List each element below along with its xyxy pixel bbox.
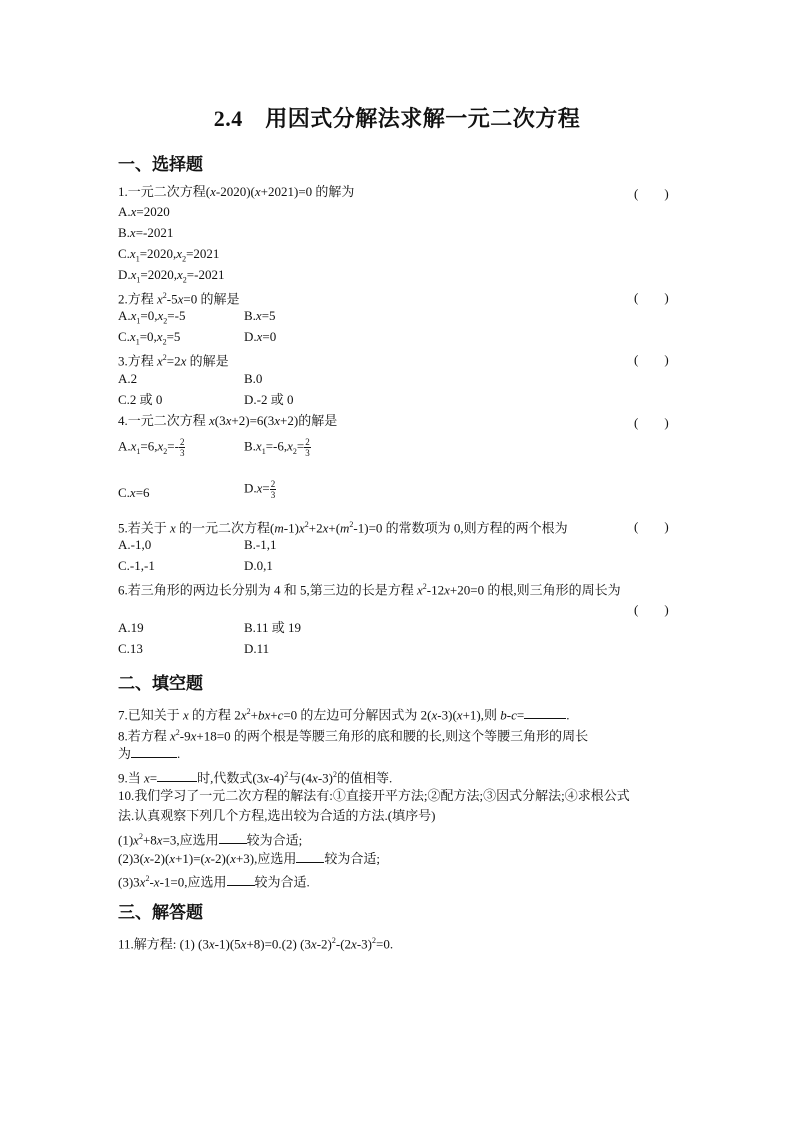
answer-blank[interactable] [219, 830, 247, 844]
question-6-option-d: D.11 [244, 641, 270, 656]
question-4-option-a: $A.x_1=6,x_2=-$ $\frac{2}{3}$ [118, 437, 185, 458]
question-10-part-1: $(1)x^2+8x=3$,应选用 较为合适; [118, 832, 303, 848]
question-3-option-c: C.2 或 0 [118, 392, 163, 407]
question-9: 9.当 x= 时,代数式$(3x-4)^2$与$(4x-3)^2$的值相等. [118, 770, 393, 786]
question-11: 11.解方程: (1) (3x-1)(5x+8)=0.(2) $(3x-2)^2-(2x-3)^2=0$. [118, 936, 394, 952]
question-5-option-d: D.0,1 [244, 558, 273, 573]
question-5-stem: 5.若关于 x 的一元二次方程$(m-1)x^2+2x+(m^2-1)=0$ 的常数项为 0,则方程的两个根为 [118, 520, 568, 536]
question-8-line-1: 8.若方程 $x^2-9x+18=0$ 的两个根是等腰三角形的底和腰的长,则这个等腰三角形的周长 [118, 728, 589, 744]
question-8-line-2: 为 . [118, 746, 181, 761]
question-6-option-b: B.11 或 19 [244, 620, 301, 635]
fraction-two-thirds: $\frac{2}{3}$ [305, 437, 310, 458]
question-1-option-b: B.x=-2021 [118, 225, 174, 240]
question-4-option-d: D.x= $\frac{2}{3}$ [244, 479, 276, 500]
question-1-option-c: $C.x_1=2020,x_2=2021$ [118, 246, 220, 264]
question-10-part-2: (2)3(x-2)(x+1)=(x-2)(x+3),应选用 较为合适; [118, 851, 380, 866]
question-7: 7.已知关于 x 的方程 $2x^2+bx+c=0$ 的左边可分解因式为 2(x-3)(x+1),则 b-c= . [118, 707, 570, 723]
question-3-option-d: D.-2 或 0 [244, 392, 294, 407]
answer-blank[interactable] [131, 744, 177, 758]
question-6-stem: 6.若三角形的两边长分别为 4 和 5,第三边的长是方程 $x^2-12x+20=0$ 的根,则三角形的周长为 [118, 582, 621, 598]
question-6-option-a: A.19 [118, 620, 144, 635]
question-1-option-d: $D.x_1=2020,x_2=-2021$ [118, 267, 225, 285]
answer-blank[interactable] [227, 872, 255, 886]
page-title: 2.4 用因式分解法求解一元二次方程 [213, 106, 581, 131]
question-2-answer-paren: ( ) [634, 290, 669, 305]
question-5-option-b: B.-1,1 [244, 537, 277, 552]
question-5-option-a: A.-1,0 [118, 537, 152, 552]
question-10-line-1: 10.我们学习了一元二次方程的解法有:①直接开平方法;②配方法;③因式分解法;④求根公式 [118, 788, 630, 803]
question-2-option-c: $C.x_1=0,x_2=5$ [118, 329, 181, 347]
section-heading-fill-in: 二、填空题 [118, 674, 203, 693]
question-2-stem: 2.方程 $x^2-5x=0$ 的解是 [118, 291, 240, 307]
question-5-option-c: C.-1,-1 [118, 558, 155, 573]
question-2-option-a: $A.x_1=0,x_2=-5$ [118, 308, 186, 326]
question-2-option-d: D.x=0 [244, 329, 277, 344]
question-10-line-2: 法.认真观察下列几个方程,选出较为合适的方法.(填序号) [118, 808, 436, 823]
question-1-option-a: A.x=2020 [118, 204, 170, 219]
answer-blank[interactable] [296, 849, 324, 863]
answer-blank[interactable] [524, 705, 566, 719]
question-3-stem: 3.方程 $x^2=2x$ 的解是 [118, 353, 229, 369]
question-2-option-b: B.x=5 [244, 308, 276, 323]
question-5-answer-paren: ( ) [634, 519, 669, 534]
question-3-option-b: B.0 [244, 371, 263, 386]
question-4-stem: 4.一元二次方程 x(3x+2)=6(3x+2)的解是 [118, 413, 338, 428]
section-heading-solve: 三、解答题 [118, 903, 203, 922]
fraction-two-thirds: $\frac{2}{3}$ [270, 479, 276, 500]
question-3-answer-paren: ( ) [634, 352, 669, 367]
question-4-option-b: $B.x_1=-6,x_2=$ $\frac{2}{3}$ [244, 437, 310, 458]
question-6-answer-paren: ( ) [634, 602, 669, 617]
question-3-option-a: A.2 [118, 371, 138, 386]
question-4-option-c: C.x=6 [118, 485, 150, 500]
section-heading-choice: 一、选择题 [118, 155, 203, 174]
question-1-answer-paren: ( ) [634, 186, 669, 201]
answer-blank[interactable] [157, 768, 197, 782]
question-4-answer-paren: ( ) [634, 415, 669, 430]
question-6-option-c: C.13 [118, 641, 143, 656]
question-10-part-3: $(3)3x^2-x-1=0$,应选用 较为合适. [118, 874, 310, 890]
fraction-two-thirds: $\frac{2}{3}$ [179, 437, 185, 458]
question-1-stem: 1.一元二次方程(x-2020)(x+2021)=0 的解为 [118, 184, 355, 199]
